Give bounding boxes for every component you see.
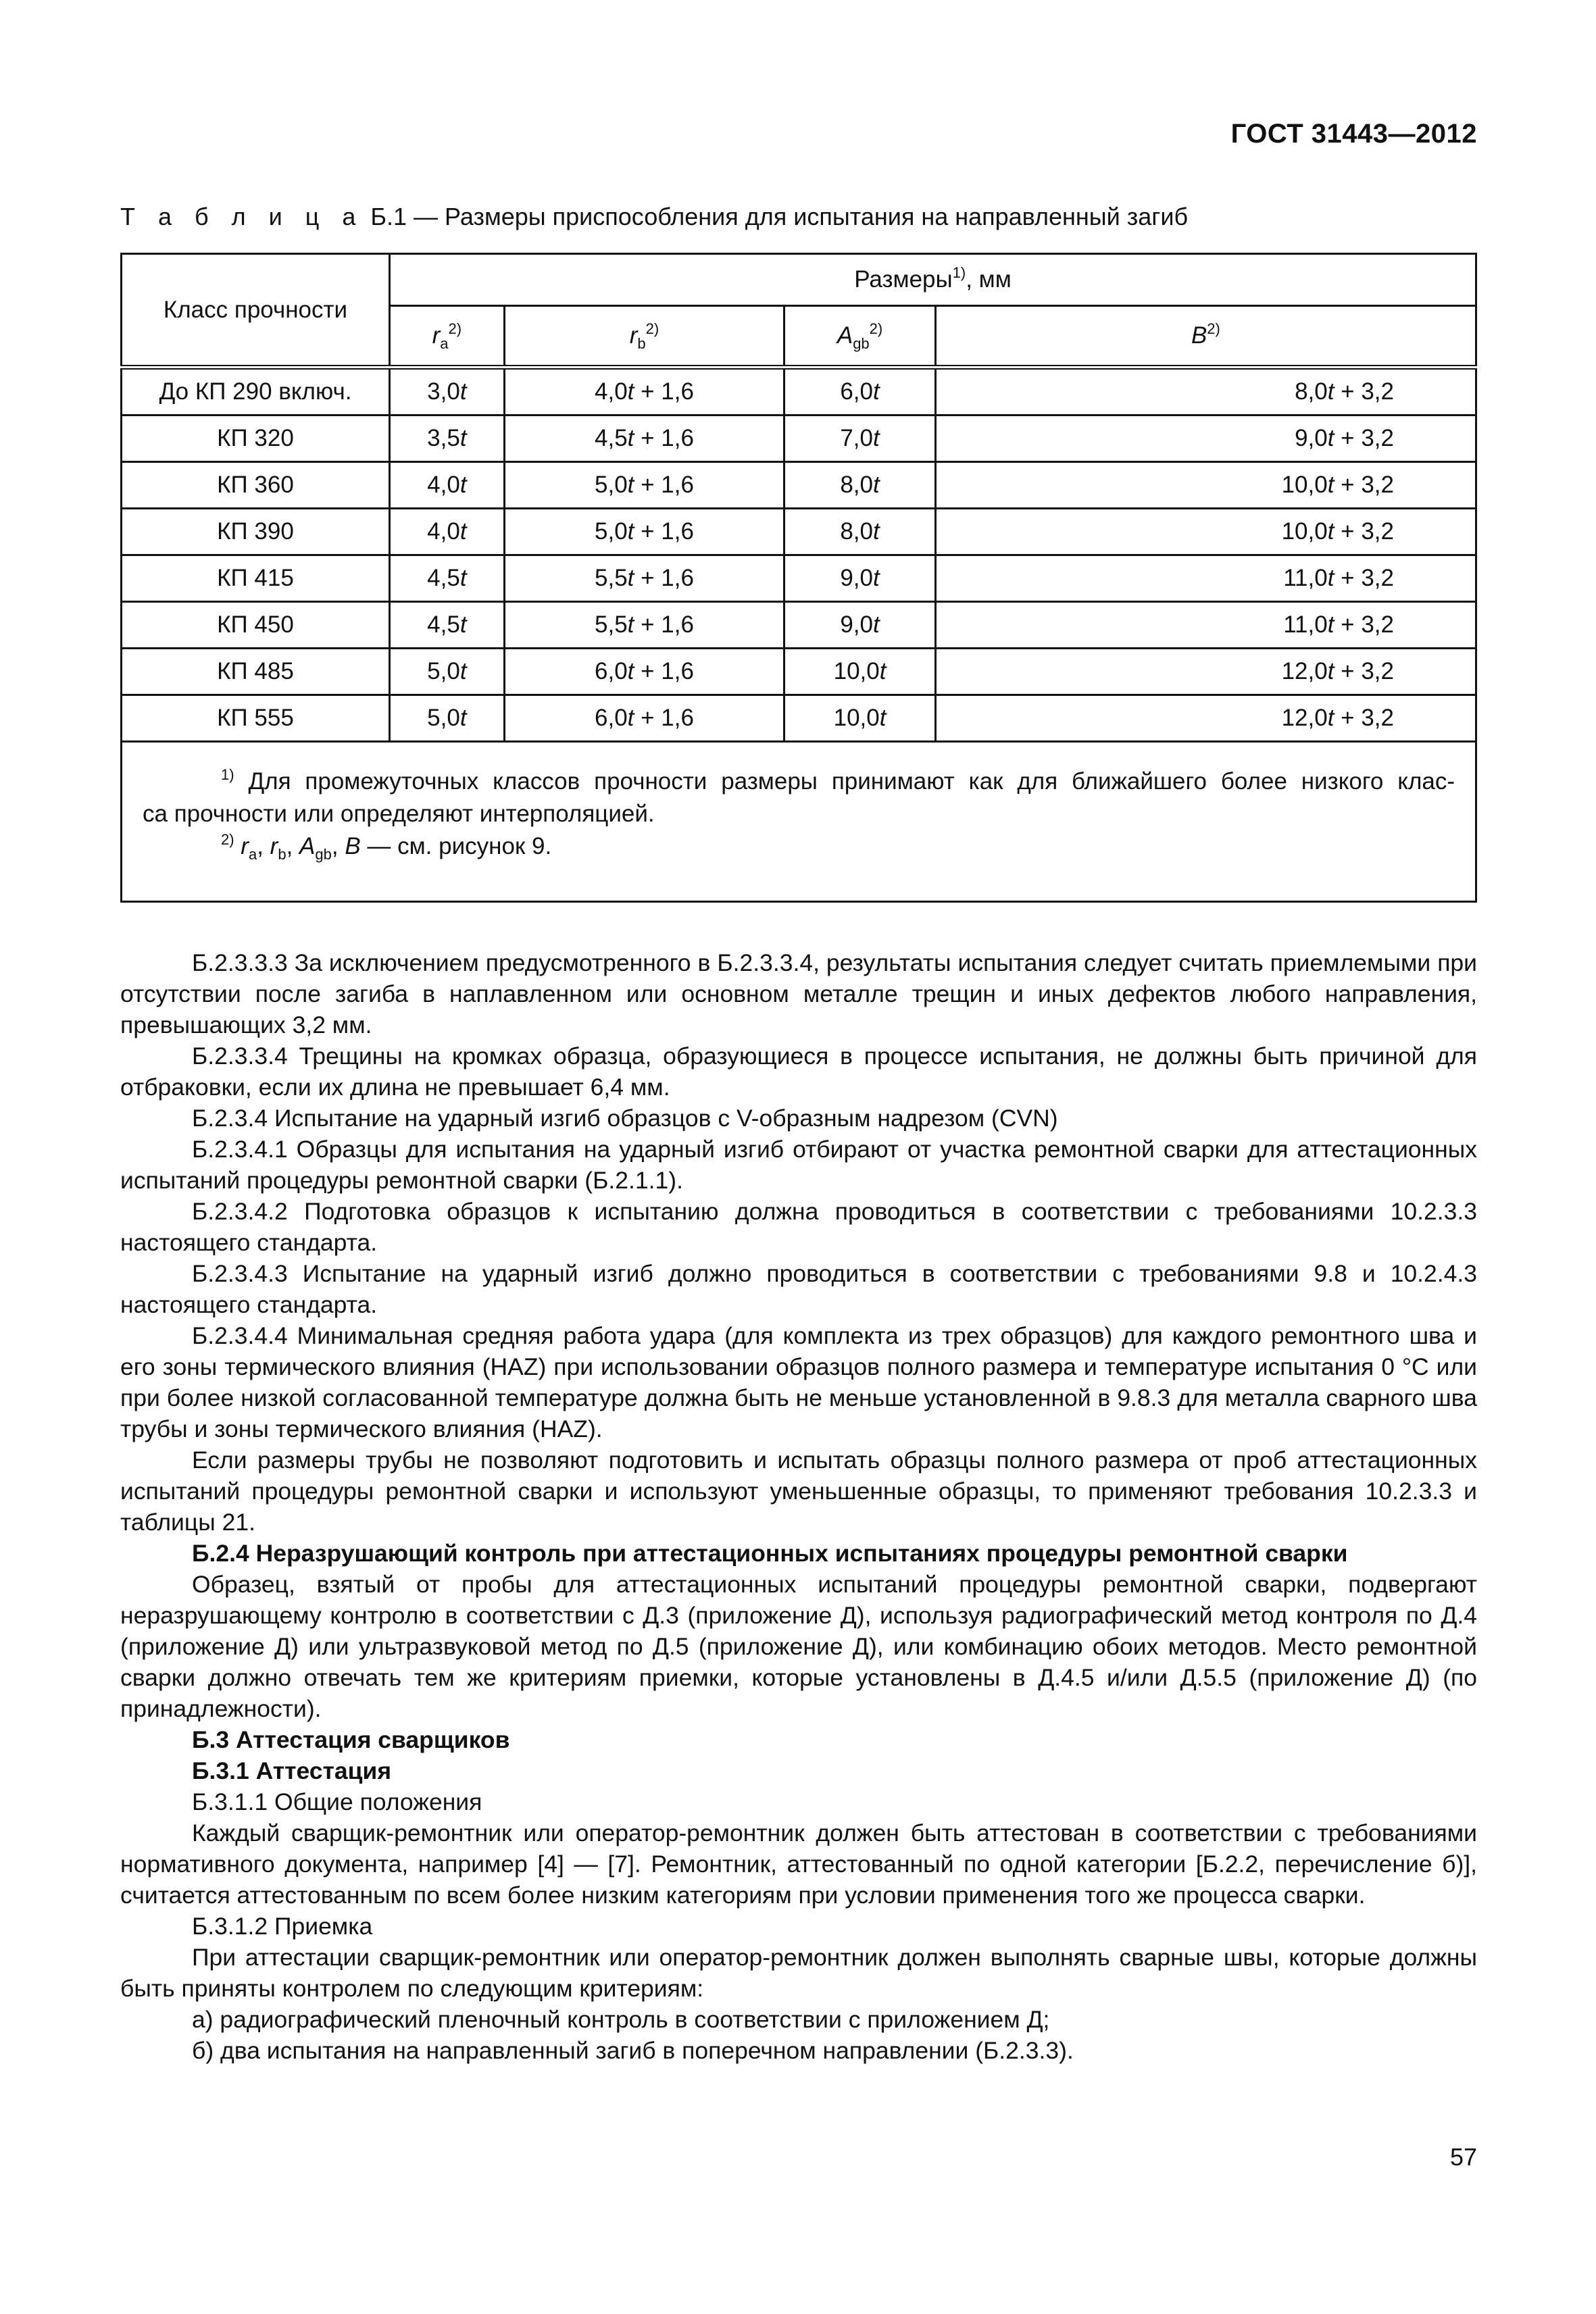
paragraph: Б.2.3.4.2 Подготовка образцов к испытанию должна проводиться в соответствии с требованиями 10.2.3.3 настоящего стандарта. — [120, 1198, 1477, 1256]
table-row — [122, 695, 1476, 742]
rb-cell: 5,5t + 1,6 — [504, 602, 784, 649]
agb-header: $A_{gb}^{2)}$ — [784, 306, 936, 368]
agb-cell: 8,0t — [784, 509, 936, 555]
paragraph: б) два испытания на направленный загиб в поперечном направлении (Б.2.3.3). — [192, 2037, 1074, 2064]
body-text — [120, 947, 1477, 2066]
table-footnotes — [122, 742, 1476, 902]
table-row — [122, 649, 1476, 695]
footnote-1: $^{1)}$ Для промежуточных классов прочности размеры принимают как для ближайшего более низкого клас- — [221, 766, 1455, 795]
paragraph: Каждый сварщик-ремонтник или оператор-ремонтник должен быть аттестован в соответствии с требованиями нормативного документа, например [4] — [7]. Ремонтник, аттестованный по одной категории [Б.2.2, перечисление б)], считается аттестованным по всем более низким категориям при условии применения того же процесса сварки. — [120, 1819, 1477, 1909]
class-header: Класс прочности — [122, 254, 390, 368]
rb-cell: 6,0t + 1,6 — [504, 695, 784, 742]
b-cell: 12,0t + 3,2 — [935, 695, 1476, 742]
paragraph: Б.2.3.4.3 Испытание на ударный изгиб должно проводиться в соответствии с требованиями 9.8 и 10.2.4.3 настоящего стандарта. — [120, 1260, 1477, 1318]
paragraph: Б.3.1.2 Приемка — [192, 1913, 373, 1940]
paragraph: Образец, взятый от пробы для аттестационных испытаний процедуры ремонтной сварки, подвергают неразрушающему контролю в соответствии с Д.3 (приложение Д), используя радиографический метод контроля по Д.4 (приложение Д) или ультразвуковой метод по Д.5 (приложение Д), или комбинацию обоих методов. Место ремонтной сварки должно отвечать тем же критериям приемки, которые установлены в Д.4.5 и/или Д.5.5 (приложение Д) (по принадлежности). — [120, 1571, 1477, 1722]
b-cell: 10,0t + 3,2 — [935, 462, 1476, 509]
b-cell: 10,0t + 3,2 — [935, 509, 1476, 555]
ra-cell: 4,5t — [390, 555, 505, 602]
paragraph: Б.2.3.4.1 Образцы для испытания на ударный изгиб отбирают от участка ремонтной сварки для аттестационных испытаний процедуры ремонтной сварки (Б.2.1.1). — [120, 1136, 1477, 1194]
page-number: 57 — [1449, 2143, 1477, 2171]
ra-header: $r_a^{2)}$ — [390, 306, 505, 368]
rb-cell: 4,0t + 1,6 — [504, 368, 784, 416]
table-row — [122, 555, 1476, 602]
class-cell: До КП 290 включ. — [122, 368, 390, 416]
section-heading: Б.3 Аттестация сварщиков — [192, 1726, 510, 1753]
table-caption-prefix: Т а б л и ц а — [120, 203, 364, 230]
paragraph: Б.3.1.1 Общие положения — [192, 1788, 482, 1815]
class-cell: КП 360 — [122, 462, 390, 509]
class-cell: КП 555 — [122, 695, 390, 742]
class-cell: КП 415 — [122, 555, 390, 602]
paragraph: Б.2.3.3.3 За исключением предусмотренного в Б.2.3.3.4, результаты испытания следует считать приемлемыми при отсутствии после загиба в наплавленном или основном металле трещин и иных дефектов любого направления, превышающих 3,2 мм. — [120, 949, 1477, 1038]
rb-cell: 6,0t + 1,6 — [504, 649, 784, 695]
paragraph: Б.2.3.3.4 Трещины на кромках образца, образующиеся в процессе испытания, не должны быть причиной для отбраковки, если их длина не превышает 6,4 мм. — [120, 1042, 1477, 1101]
paragraph: При аттестации сварщик-ремонтник или оператор-ремонтник должен выполнять сварные швы, которые должны быть приняты контролем по следующим критериям: — [120, 1944, 1477, 2002]
sizes-header: Размеры$^{1)}$, мм — [390, 254, 1476, 306]
agb-cell: 8,0t — [784, 462, 936, 509]
table-caption — [120, 203, 1188, 231]
b-cell: 12,0t + 3,2 — [935, 649, 1476, 695]
section-heading: Б.3.1 Аттестация — [192, 1757, 392, 1784]
table-row — [122, 509, 1476, 555]
ra-cell: 3,5t — [390, 416, 505, 462]
paragraph: Б.2.3.4.4 Минимальная средняя работа удара (для комплекта из трех образцов) для каждого ремонтного шва и его зоны термического влияния (HAZ) при использовании образцов полного размера и температуре испытания 0 °С или при более низкой согласованной температуре должна быть не меньше установленной в 9.8.3 для металла сварного шва трубы и зоны термического влияния (HAZ). — [120, 1322, 1477, 1442]
b-cell: 11,0t + 3,2 — [935, 555, 1476, 602]
b-header: $B^{2)}$ — [935, 306, 1476, 368]
agb-cell: 7,0t — [784, 416, 936, 462]
paragraph: а) радиографический пленочный контроль в соответствии с приложением Д; — [192, 2006, 1050, 2033]
section-heading: Б.2.4 Неразрушающий контроль при аттестационных испытаниях процедуры ремонтной сварки — [192, 1540, 1348, 1567]
table-row — [122, 462, 1476, 509]
paragraph: Б.2.3.4 Испытание на ударный изгиб образцов с V-образным надрезом (CVN) — [192, 1105, 1058, 1132]
agb-cell: 10,0t — [784, 649, 936, 695]
class-cell: КП 450 — [122, 602, 390, 649]
ra-cell: 5,0t — [390, 695, 505, 742]
b-cell: 9,0t + 3,2 — [935, 416, 1476, 462]
class-cell: КП 390 — [122, 509, 390, 555]
b-cell: 11,0t + 3,2 — [935, 602, 1476, 649]
paragraph: Если размеры трубы не позволяют подготовить и испытать образцы полного размера от проб аттестационных испытаний процедуры ремонтной сварки и используют уменьшенные образцы, то применяют требования 10.2.3.3 и таблицы 21. — [120, 1447, 1477, 1536]
rb-cell: 5,5t + 1,6 — [504, 555, 784, 602]
table-row — [122, 416, 1476, 462]
class-cell: КП 485 — [122, 649, 390, 695]
table-row — [122, 602, 1476, 649]
class-cell: КП 320 — [122, 416, 390, 462]
document-id: ГОСТ 31443—2012 — [1230, 119, 1477, 149]
agb-cell: 9,0t — [784, 602, 936, 649]
agb-cell: 10,0t — [784, 695, 936, 742]
agb-cell: 9,0t — [784, 555, 936, 602]
b-cell: 8,0t + 3,2 — [935, 368, 1476, 416]
footnote-2: $^{2)}$ $r_a$, $r_b$, $A_{gb}$, B — см. рисунок 9. — [221, 831, 552, 863]
ra-cell: 4,5t — [390, 602, 505, 649]
rb-cell: 5,0t + 1,6 — [504, 462, 784, 509]
agb-cell: 6,0t — [784, 368, 936, 416]
ra-cell: 3,0t — [390, 368, 505, 416]
dimensions-table — [120, 253, 1477, 903]
table-caption-text: Б.1 — Размеры приспособления для испытания на направленный загиб — [364, 203, 1189, 230]
ra-cell: 4,0t — [390, 462, 505, 509]
ra-cell: 5,0t — [390, 649, 505, 695]
rb-cell: 5,0t + 1,6 — [504, 509, 784, 555]
ra-cell: 4,0t — [390, 509, 505, 555]
table-row — [122, 368, 1476, 416]
footnote-1-continuation: са прочности или определяют интерполяцией. — [143, 801, 655, 827]
rb-header: $r_b^{2)}$ — [504, 306, 784, 368]
rb-cell: 4,5t + 1,6 — [504, 416, 784, 462]
